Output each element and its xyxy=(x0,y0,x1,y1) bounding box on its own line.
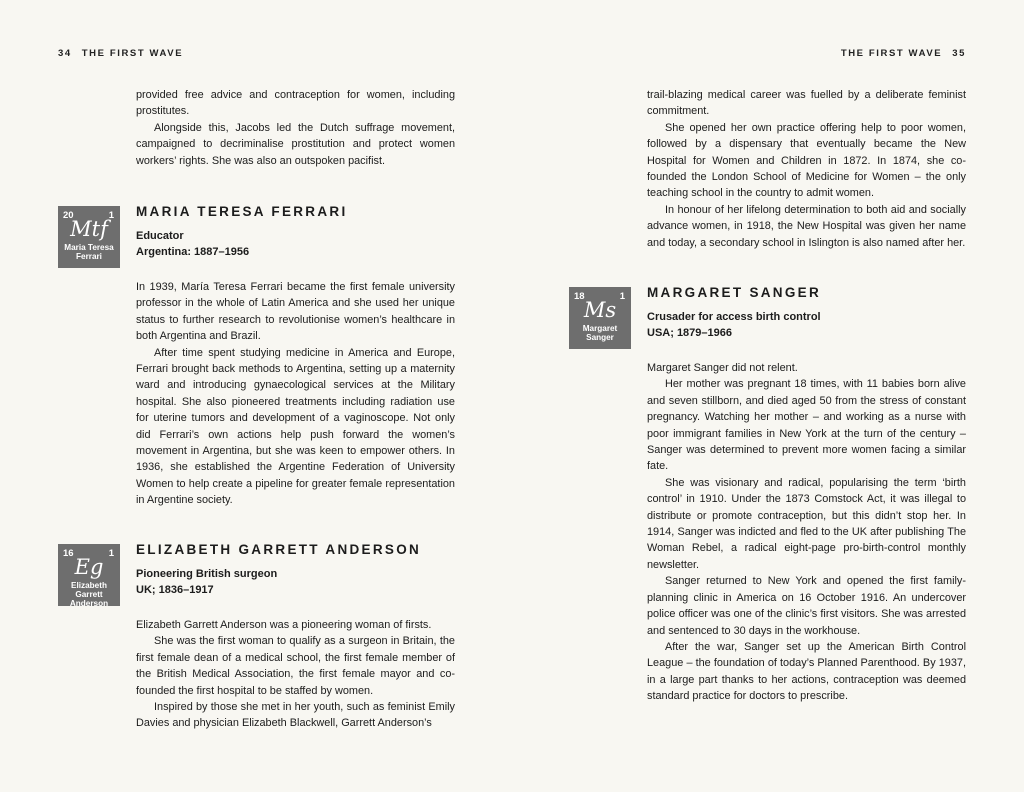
running-head-title: THE FIRST WAVE xyxy=(81,48,184,59)
entry-body xyxy=(136,279,455,509)
entry-role: Pioneering British surgeon xyxy=(136,568,278,580)
paragraph: After the war, Sanger set up the American Birth Control League – the foundation of today’s Planned Parenthood. By 1937, in a large part thanks to her actions, contraception was deemed standard practice for doctors to prescribe. xyxy=(647,640,966,703)
entry-role: Educator xyxy=(136,230,184,242)
entry-role: Crusader for access birth control xyxy=(647,311,821,323)
element-tile xyxy=(569,287,631,349)
running-head-left xyxy=(58,48,183,59)
tile-number: 16 xyxy=(63,548,74,559)
intro-text xyxy=(647,87,966,251)
tile-valence: 1 xyxy=(108,210,114,221)
tile-name: Maria Teresa Ferrari xyxy=(64,243,114,262)
paragraph: Inspired by those she met in her youth, such as feminist Emily Davies and physician Elizabeth Blackwell, Garrett Anderson’s xyxy=(136,701,455,730)
tile-name: Elizabeth Garrett Anderson xyxy=(69,581,109,609)
tile-symbol: Mtf xyxy=(70,217,108,241)
paragraph: In honour of her lifelong determination to both aid and socially advance women, in 1918, the New Hospital was given her name and today, a secondary school in Islington is also named after her. xyxy=(647,203,966,249)
paragraph: She was the first woman to qualify as a surgeon in Britain, the first female dean of a medical school, the first female member of the British Medical Association, the first female mayor and co-founded the first hospital to be staffed by women. xyxy=(136,635,455,697)
entry-body xyxy=(136,617,455,732)
tile-symbol: Ms xyxy=(583,298,617,322)
page-number: 35 xyxy=(952,48,966,59)
paragraph: In 1939, María Teresa Ferrari became the first female university professor in the whole of Latin America and she used her unique status to further research to revolutionise women’s healthcare in both Argentina and Brazil. xyxy=(136,281,455,343)
paragraph: Margaret Sanger did not relent. xyxy=(647,362,798,374)
paragraph: provided free advice and contraception for women, including prostitutes. xyxy=(136,89,455,118)
entry-years: UK; 1836–1917 xyxy=(136,584,214,596)
entry-name: MARGARET SANGER xyxy=(647,285,822,300)
element-tile xyxy=(58,544,120,609)
tile-valence: 1 xyxy=(108,548,114,559)
intro-text xyxy=(136,87,455,169)
entry-body xyxy=(647,360,966,705)
entry-years: Argentina: 1887–1956 xyxy=(136,246,250,258)
right-page xyxy=(512,0,1024,792)
tile-valence: 1 xyxy=(619,291,625,302)
entry-years: USA; 1879–1966 xyxy=(647,327,733,339)
paragraph: Sanger returned to New York and opened the first family-planning clinic in America on 16 October 1916. An undercover police officer was one of the clinic’s first visitors. She was arrested and sentenced to 30 days in the workhouse. xyxy=(647,575,966,637)
paragraph: Her mother was pregnant 18 times, with 11 babies born alive and seven stillborn, and died aged 50 from the stress of constant pregnancy. Watching her mother – and working as a nurse with poor immigrant families in New York at the turn of the century – Sanger was determined to prevent more women facing a similar fate. xyxy=(647,378,966,473)
element-tile xyxy=(58,206,120,268)
entry-name: ELIZABETH GARRETT ANDERSON xyxy=(136,542,422,557)
tile-name: Margaret Sanger xyxy=(582,324,618,343)
entry-name: MARIA TERESA FERRARI xyxy=(136,204,348,219)
tile-number: 20 xyxy=(63,210,74,221)
paragraph: trail-blazing medical career was fuelled by a deliberate feminist commitment. xyxy=(647,89,966,118)
running-head-title: THE FIRST WAVE xyxy=(840,48,943,59)
running-head-right xyxy=(841,48,966,59)
page-number: 34 xyxy=(58,48,72,59)
paragraph: Alongside this, Jacobs led the Dutch suffrage movement, campaigned to decriminalise prostitution and protect women workers’ rights. She was also an outspoken pacifist. xyxy=(136,121,455,167)
tile-symbol: Eg xyxy=(74,555,104,579)
paragraph: After time spent studying medicine in America and Europe, Ferrari brought back methods to Argentina, setting up a maternity ward and introducing gynaecological services at the Military hospital. She also pioneered treatments including radiation use for uterine tumors and development of a vaginoscope. Not only did Ferrari’s own actions help push forward the women’s movement in Argentina, but she was keen to empower others. In 1936, she established the Argentine Federation of University Women to help create a pipeline for greater female representation in Argentine society. xyxy=(136,346,455,507)
paragraph: Elizabeth Garrett Anderson was a pioneering woman of firsts. xyxy=(136,619,432,631)
tile-number: 18 xyxy=(574,291,585,302)
paragraph: She opened her own practice offering help to poor women, followed by a dispensary that eventually became the New Hospital for Women and Children in 1872. In 1874, she co-founded the London School of Medicine for Women – the only teaching school in the country to admit women. xyxy=(647,121,966,200)
paragraph: She was visionary and radical, popularising the term ‘birth control’ in 1910. Under the 1873 Comstock Act, it was illegal to distribute or promote contraception, but this didn’t stop her. In 1914, Sanger was indicted and fled to the UK after publishing The Woman Rebel, a radical eight-page pro-birth-control monthly newsletter. xyxy=(647,476,966,571)
